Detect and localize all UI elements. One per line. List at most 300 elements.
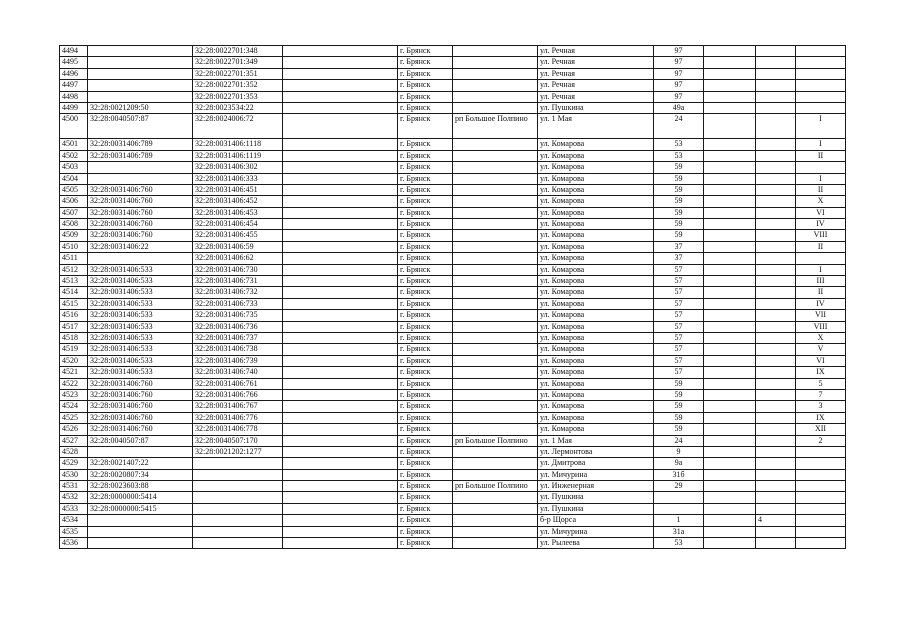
street-cell: ул. Пушкина xyxy=(538,492,654,503)
row-number: 4520 xyxy=(60,355,88,366)
house-number-cell: 59 xyxy=(654,412,704,423)
extra-number-cell xyxy=(756,367,796,378)
premises-number-cell xyxy=(796,538,846,549)
city-cell: г. Брянск xyxy=(398,162,453,173)
city-cell: г. Брянск xyxy=(398,241,453,252)
blank-column-cell xyxy=(283,173,398,184)
premises-number-cell xyxy=(796,446,846,457)
row-number: 4531 xyxy=(60,481,88,492)
object-cadastral-number xyxy=(193,481,283,492)
object-cadastral-number: 32:28:0022701:348 xyxy=(193,46,283,57)
premises-number-cell xyxy=(796,469,846,480)
street-cell: ул. Комарова xyxy=(538,355,654,366)
house-number-cell: 59 xyxy=(654,401,704,412)
row-number: 4517 xyxy=(60,321,88,332)
city-cell: г. Брянск xyxy=(398,378,453,389)
street-cell: ул. Комарова xyxy=(538,219,654,230)
row-number: 4526 xyxy=(60,424,88,435)
extra-number-cell xyxy=(756,298,796,309)
street-cell: ул. Речная xyxy=(538,91,654,102)
street-cell: ул. Лермонтова xyxy=(538,446,654,457)
object-cadastral-number: 32:28:0031406:730 xyxy=(193,264,283,275)
house-number-cell: 59 xyxy=(654,424,704,435)
blank-column-cell xyxy=(283,321,398,332)
street-cell: ул. Комарова xyxy=(538,287,654,298)
extra-number-cell xyxy=(756,91,796,102)
locality-cell xyxy=(453,298,538,309)
blank-column-cell xyxy=(283,80,398,91)
extra-number-cell xyxy=(756,469,796,480)
extra-number-cell xyxy=(756,184,796,195)
street-cell: ул. Комарова xyxy=(538,276,654,287)
blank-column-cell xyxy=(283,68,398,79)
blank-column-cell xyxy=(704,492,756,503)
row-number: 4496 xyxy=(60,68,88,79)
row-number: 4519 xyxy=(60,344,88,355)
locality-cell xyxy=(453,139,538,150)
row-number: 4509 xyxy=(60,230,88,241)
house-number-cell: 57 xyxy=(654,367,704,378)
extra-number-cell xyxy=(756,389,796,400)
premises-number-cell xyxy=(796,68,846,79)
premises-number-cell xyxy=(796,46,846,57)
table-row xyxy=(60,196,846,207)
street-cell: ул. Комарова xyxy=(538,207,654,218)
object-cadastral-number xyxy=(193,469,283,480)
parcel-cadastral-number: 32:28:0031406:533 xyxy=(88,344,193,355)
house-number-cell: 59 xyxy=(654,219,704,230)
row-number: 4495 xyxy=(60,57,88,68)
object-cadastral-number: 32:28:0023534:22 xyxy=(193,102,283,113)
house-number-cell: 57 xyxy=(654,264,704,275)
table-row xyxy=(60,139,846,150)
street-cell: ул. Комарова xyxy=(538,321,654,332)
locality-cell xyxy=(453,287,538,298)
blank-column-cell xyxy=(283,150,398,161)
row-number: 4535 xyxy=(60,526,88,537)
blank-column-cell xyxy=(704,367,756,378)
object-cadastral-number: 32:28:0031406:767 xyxy=(193,401,283,412)
parcel-cadastral-number: 32:28:0031406:533 xyxy=(88,321,193,332)
blank-column-cell xyxy=(283,310,398,321)
city-cell: г. Брянск xyxy=(398,57,453,68)
row-number: 4500 xyxy=(60,114,88,139)
house-number-cell: 97 xyxy=(654,46,704,57)
house-number-cell: 57 xyxy=(654,287,704,298)
object-cadastral-number: 32:28:0031406:735 xyxy=(193,310,283,321)
parcel-cadastral-number xyxy=(88,46,193,57)
blank-column-cell xyxy=(704,102,756,113)
table-row xyxy=(60,526,846,537)
city-cell: г. Брянск xyxy=(398,515,453,526)
house-number-cell: 57 xyxy=(654,276,704,287)
object-cadastral-number: 32:28:0031406:740 xyxy=(193,367,283,378)
street-cell: ул. Комарова xyxy=(538,162,654,173)
blank-column-cell xyxy=(283,219,398,230)
row-number: 4499 xyxy=(60,102,88,113)
row-number: 4498 xyxy=(60,91,88,102)
table-row xyxy=(60,80,846,91)
city-cell: г. Брянск xyxy=(398,389,453,400)
parcel-cadastral-number: 32:28:0031406:22 xyxy=(88,241,193,252)
parcel-cadastral-number: 32:28:0031406:760 xyxy=(88,412,193,423)
parcel-cadastral-number: 32:28:0031406:533 xyxy=(88,298,193,309)
row-number: 4512 xyxy=(60,264,88,275)
street-cell: ул. Речная xyxy=(538,46,654,57)
parcel-cadastral-number: 32:28:0031406:533 xyxy=(88,264,193,275)
blank-column-cell xyxy=(283,503,398,514)
blank-column-cell xyxy=(704,332,756,343)
blank-column-cell xyxy=(283,424,398,435)
parcel-cadastral-number xyxy=(88,68,193,79)
blank-column-cell xyxy=(283,287,398,298)
extra-number-cell xyxy=(756,46,796,57)
premises-number-cell xyxy=(796,492,846,503)
object-cadastral-number: 32:28:0031406:1119 xyxy=(193,150,283,161)
street-cell: ул. Комарова xyxy=(538,332,654,343)
parcel-cadastral-number: 32:28:0031406:760 xyxy=(88,207,193,218)
locality-cell xyxy=(453,46,538,57)
blank-column-cell xyxy=(283,481,398,492)
house-number-cell: 59 xyxy=(654,207,704,218)
locality-cell: рп Большое Полпино xyxy=(453,114,538,139)
row-number: 4530 xyxy=(60,469,88,480)
parcel-cadastral-number: 32:28:0031406:760 xyxy=(88,401,193,412)
extra-number-cell xyxy=(756,196,796,207)
object-cadastral-number: 32:28:0022701:349 xyxy=(193,57,283,68)
object-cadastral-number: 32:28:0031406:302 xyxy=(193,162,283,173)
parcel-cadastral-number xyxy=(88,57,193,68)
city-cell: г. Брянск xyxy=(398,401,453,412)
premises-number-cell xyxy=(796,102,846,113)
extra-number-cell xyxy=(756,424,796,435)
row-number: 4524 xyxy=(60,401,88,412)
city-cell: г. Брянск xyxy=(398,173,453,184)
row-number: 4506 xyxy=(60,196,88,207)
city-cell: г. Брянск xyxy=(398,492,453,503)
blank-column-cell xyxy=(704,401,756,412)
table-row xyxy=(60,538,846,549)
table-row xyxy=(60,344,846,355)
house-number-cell: 37 xyxy=(654,241,704,252)
parcel-cadastral-number: 32:28:0031406:789 xyxy=(88,139,193,150)
extra-number-cell xyxy=(756,139,796,150)
parcel-cadastral-number xyxy=(88,80,193,91)
extra-number-cell xyxy=(756,458,796,469)
extra-number-cell xyxy=(756,276,796,287)
extra-number-cell xyxy=(756,264,796,275)
parcel-cadastral-number xyxy=(88,162,193,173)
parcel-cadastral-number: 32:28:0000000:5415 xyxy=(88,503,193,514)
locality-cell xyxy=(453,150,538,161)
premises-number-cell: I xyxy=(796,173,846,184)
locality-cell: рп Большое Полпино xyxy=(453,481,538,492)
table-row xyxy=(60,332,846,343)
blank-column-cell xyxy=(283,114,398,139)
blank-column-cell xyxy=(283,46,398,57)
object-cadastral-number: 32:28:0031406:455 xyxy=(193,230,283,241)
object-cadastral-number: 32:28:0040507:170 xyxy=(193,435,283,446)
blank-column-cell xyxy=(283,389,398,400)
blank-column-cell xyxy=(704,68,756,79)
city-cell: г. Брянск xyxy=(398,91,453,102)
locality-cell xyxy=(453,412,538,423)
blank-column-cell xyxy=(283,515,398,526)
table-row xyxy=(60,435,846,446)
premises-number-cell: IX xyxy=(796,367,846,378)
city-cell: г. Брянск xyxy=(398,355,453,366)
parcel-cadastral-number: 32:28:0021209:50 xyxy=(88,102,193,113)
table-row xyxy=(60,310,846,321)
extra-number-cell xyxy=(756,435,796,446)
blank-column-cell xyxy=(283,378,398,389)
row-number: 4513 xyxy=(60,276,88,287)
locality-cell xyxy=(453,207,538,218)
parcel-cadastral-number: 32:28:0031406:533 xyxy=(88,276,193,287)
locality-cell xyxy=(453,80,538,91)
row-number: 4521 xyxy=(60,367,88,378)
locality-cell xyxy=(453,367,538,378)
parcel-cadastral-number: 32:28:0040507:87 xyxy=(88,114,193,139)
street-cell: ул. Речная xyxy=(538,57,654,68)
street-cell: ул. Мичурина xyxy=(538,469,654,480)
locality-cell xyxy=(453,68,538,79)
table-row xyxy=(60,184,846,195)
blank-column-cell xyxy=(283,355,398,366)
parcel-cadastral-number xyxy=(88,515,193,526)
row-number: 4528 xyxy=(60,446,88,457)
object-cadastral-number: 32:28:0031406:732 xyxy=(193,287,283,298)
extra-number-cell xyxy=(756,253,796,264)
blank-column-cell xyxy=(704,162,756,173)
street-cell: ул. Комарова xyxy=(538,310,654,321)
city-cell: г. Брянск xyxy=(398,196,453,207)
row-number: 4533 xyxy=(60,503,88,514)
row-number: 4518 xyxy=(60,332,88,343)
blank-column-cell xyxy=(283,241,398,252)
table-row xyxy=(60,401,846,412)
premises-number-cell: 2 xyxy=(796,435,846,446)
house-number-cell: 59 xyxy=(654,378,704,389)
locality-cell xyxy=(453,378,538,389)
premises-number-cell: VI xyxy=(796,207,846,218)
city-cell: г. Брянск xyxy=(398,367,453,378)
street-cell: ул. Комарова xyxy=(538,389,654,400)
table-row xyxy=(60,46,846,57)
premises-number-cell xyxy=(796,515,846,526)
table-row xyxy=(60,458,846,469)
blank-column-cell xyxy=(704,139,756,150)
house-number-cell: 59 xyxy=(654,230,704,241)
premises-number-cell: III xyxy=(796,276,846,287)
locality-cell xyxy=(453,424,538,435)
city-cell: г. Брянск xyxy=(398,503,453,514)
object-cadastral-number xyxy=(193,492,283,503)
blank-column-cell xyxy=(704,446,756,457)
house-number-cell: 57 xyxy=(654,355,704,366)
blank-column-cell xyxy=(283,367,398,378)
extra-number-cell xyxy=(756,332,796,343)
premises-number-cell: X xyxy=(796,332,846,343)
city-cell: г. Брянск xyxy=(398,332,453,343)
row-number: 4511 xyxy=(60,253,88,264)
premises-number-cell: 3 xyxy=(796,401,846,412)
table-row xyxy=(60,321,846,332)
blank-column-cell xyxy=(704,435,756,446)
locality-cell xyxy=(453,310,538,321)
table-row xyxy=(60,264,846,275)
locality-cell xyxy=(453,173,538,184)
object-cadastral-number: 32:28:0031406:766 xyxy=(193,389,283,400)
object-cadastral-number xyxy=(193,526,283,537)
row-number: 4534 xyxy=(60,515,88,526)
blank-column-cell xyxy=(704,196,756,207)
object-cadastral-number: 32:28:0031406:333 xyxy=(193,173,283,184)
house-number-cell: 59 xyxy=(654,162,704,173)
table-row xyxy=(60,114,846,139)
blank-column-cell xyxy=(704,378,756,389)
extra-number-cell xyxy=(756,401,796,412)
locality-cell xyxy=(453,57,538,68)
table-row xyxy=(60,481,846,492)
locality-cell xyxy=(453,241,538,252)
house-number-cell: 57 xyxy=(654,332,704,343)
premises-number-cell: 5 xyxy=(796,378,846,389)
city-cell: г. Брянск xyxy=(398,102,453,113)
blank-column-cell xyxy=(704,57,756,68)
premises-number-cell xyxy=(796,458,846,469)
object-cadastral-number: 32:28:0031406:1118 xyxy=(193,139,283,150)
locality-cell xyxy=(453,196,538,207)
blank-column-cell xyxy=(704,310,756,321)
row-number: 4523 xyxy=(60,389,88,400)
street-cell: ул. Комарова xyxy=(538,196,654,207)
locality-cell xyxy=(453,184,538,195)
premises-number-cell: V xyxy=(796,344,846,355)
street-cell: ул. 1 Мая xyxy=(538,114,654,139)
premises-number-cell: IV xyxy=(796,219,846,230)
premises-number-cell: VII xyxy=(796,310,846,321)
object-cadastral-number: 32:28:0031406:62 xyxy=(193,253,283,264)
street-cell: ул. Пушкина xyxy=(538,102,654,113)
object-cadastral-number: 32:28:0031406:761 xyxy=(193,378,283,389)
locality-cell xyxy=(453,389,538,400)
table-row xyxy=(60,57,846,68)
table-row xyxy=(60,492,846,503)
locality-cell xyxy=(453,446,538,457)
parcel-cadastral-number: 32:28:0040507:87 xyxy=(88,435,193,446)
table-row xyxy=(60,287,846,298)
parcel-cadastral-number xyxy=(88,173,193,184)
blank-column-cell xyxy=(283,538,398,549)
premises-number-cell: IX xyxy=(796,412,846,423)
house-number-cell: 9 xyxy=(654,446,704,457)
parcel-cadastral-number: 32:28:0031406:533 xyxy=(88,310,193,321)
row-number: 4503 xyxy=(60,162,88,173)
extra-number-cell xyxy=(756,412,796,423)
street-cell: ул. Комарова xyxy=(538,150,654,161)
table-row xyxy=(60,367,846,378)
street-cell: ул. Комарова xyxy=(538,241,654,252)
blank-column-cell xyxy=(704,173,756,184)
row-number: 4516 xyxy=(60,310,88,321)
blank-column-cell xyxy=(704,264,756,275)
street-cell: ул. Речная xyxy=(538,68,654,79)
city-cell: г. Брянск xyxy=(398,424,453,435)
blank-column-cell xyxy=(704,114,756,139)
locality-cell xyxy=(453,538,538,549)
premises-number-cell: I xyxy=(796,139,846,150)
object-cadastral-number: 32:28:0021202:1277 xyxy=(193,446,283,457)
extra-number-cell xyxy=(756,344,796,355)
house-number-cell: 53 xyxy=(654,139,704,150)
house-number-cell: 97 xyxy=(654,68,704,79)
object-cadastral-number: 32:28:0022701:351 xyxy=(193,68,283,79)
table-row xyxy=(60,503,846,514)
parcel-cadastral-number: 32:28:0000000:5414 xyxy=(88,492,193,503)
blank-column-cell xyxy=(704,481,756,492)
blank-column-cell xyxy=(704,46,756,57)
object-cadastral-number xyxy=(193,503,283,514)
street-cell: б-р Щорса xyxy=(538,515,654,526)
city-cell: г. Брянск xyxy=(398,469,453,480)
house-number-cell: 1 xyxy=(654,515,704,526)
blank-column-cell xyxy=(704,458,756,469)
table-row xyxy=(60,91,846,102)
house-number-cell: 57 xyxy=(654,321,704,332)
locality-cell xyxy=(453,469,538,480)
extra-number-cell xyxy=(756,219,796,230)
blank-column-cell xyxy=(704,526,756,537)
blank-column-cell xyxy=(704,321,756,332)
house-number-cell: 59 xyxy=(654,196,704,207)
locality-cell xyxy=(453,230,538,241)
table-row xyxy=(60,378,846,389)
blank-column-cell xyxy=(704,515,756,526)
object-cadastral-number: 32:28:0024006:72 xyxy=(193,114,283,139)
extra-number-cell xyxy=(756,526,796,537)
blank-column-cell xyxy=(704,538,756,549)
parcel-cadastral-number: 32:28:0023603:88 xyxy=(88,481,193,492)
object-cadastral-number: 32:28:0031406:731 xyxy=(193,276,283,287)
object-cadastral-number xyxy=(193,515,283,526)
street-cell: ул. Комарова xyxy=(538,298,654,309)
row-number: 4514 xyxy=(60,287,88,298)
table-row xyxy=(60,515,846,526)
city-cell: г. Брянск xyxy=(398,150,453,161)
locality-cell xyxy=(453,458,538,469)
blank-column-cell xyxy=(704,150,756,161)
object-cadastral-number: 32:28:0031406:776 xyxy=(193,412,283,423)
blank-column-cell xyxy=(283,469,398,480)
blank-column-cell xyxy=(704,184,756,195)
table-row xyxy=(60,355,846,366)
blank-column-cell xyxy=(283,184,398,195)
city-cell: г. Брянск xyxy=(398,68,453,79)
street-cell: ул. Комарова xyxy=(538,184,654,195)
parcel-cadastral-number: 32:28:0031406:760 xyxy=(88,230,193,241)
street-cell: ул. Комарова xyxy=(538,264,654,275)
premises-number-cell xyxy=(796,57,846,68)
premises-number-cell: II xyxy=(796,184,846,195)
extra-number-cell xyxy=(756,538,796,549)
blank-column-cell xyxy=(283,401,398,412)
table-row xyxy=(60,241,846,252)
row-number: 4515 xyxy=(60,298,88,309)
parcel-cadastral-number: 32:28:0031406:760 xyxy=(88,424,193,435)
house-number-cell: 57 xyxy=(654,344,704,355)
object-cadastral-number: 32:28:0031406:453 xyxy=(193,207,283,218)
